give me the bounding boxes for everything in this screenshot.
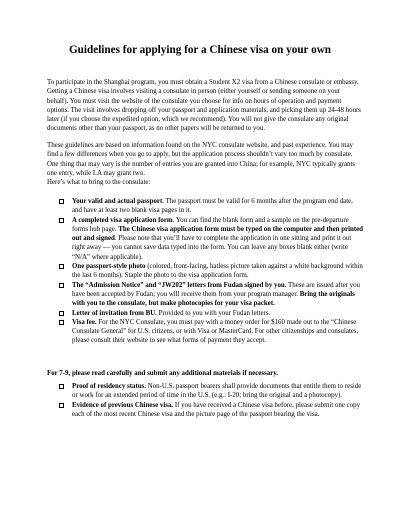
item-lead: Visa fee. — [72, 318, 97, 326]
item-text: For the NYC Consulate, you must pay with a money order for $160 made out to the “Chinese Consulate General” for U.S. citizens, or with Visa or MasterCard. For other citizenships and consulates, please consult their website to see what forms of payment they accept. — [72, 318, 359, 345]
additional-items-list — [59, 382, 364, 419]
bring-list-intro: Here’s what to bring to the consulate: — [47, 179, 151, 187]
checkbox-bullet-icon — [59, 264, 64, 269]
item-lead: Letter of invitation from BU. — [72, 309, 157, 317]
item-text: If you have received a Chinese visa before, please submit one copy each of the most recent Chinese visa and the picture page of the passport bearing the visa. — [72, 401, 361, 418]
item-text-continued: . Please note that you’ll have to complete the application in one sitting and print it out right away — you cannot save data typed into the form. You can leave any boxes blank either (write “N/A” where applicable). — [72, 235, 352, 261]
list-item — [59, 262, 364, 281]
list-item — [59, 382, 364, 401]
item-lead: One passport-style photo — [72, 263, 146, 271]
guidelines-text: These guidelines are based on information found on the NYC consulate website, and past experience. You may find a few differences when you go to apply, but the application process shouldn’t vary too much by consulate. One thing that may vary is the number of entries you are granted into China; for example, NYC typically grants one entry, while LA may grant two. — [47, 142, 356, 177]
additional-materials-heading: For 7-9, please read carefully and submit any additional materials if necessary. — [47, 370, 279, 377]
list-item — [59, 318, 364, 346]
list-item — [59, 401, 364, 420]
checkbox-bullet-icon — [59, 320, 64, 325]
item-text: . You can find the blank form and a sample on the pre-departure forms hub page. — [72, 216, 349, 233]
document-title: Guidelines for applying for a Chinese visa on your own — [68, 44, 332, 56]
checkbox-bullet-icon — [59, 218, 64, 223]
checkbox-bullet-icon — [59, 384, 64, 389]
item-text: Non-U.S. passport bearers shall provide documents that entitle them to reside or work for an extended period of time in the U.S. (e.g.: I-20; bring the original and a photocopy). — [72, 383, 362, 400]
checkbox-bullet-icon — [59, 199, 64, 204]
item-lead: The “Admission Notice” and “JW202” letters from Fudan signed by you — [72, 281, 285, 289]
item-text: . These are issued after you have been accepted by Fudan; you will receive them from your program manager. — [72, 281, 360, 298]
item-lead: Evidence of previous Chinese visa. — [72, 401, 174, 409]
list-item — [59, 216, 364, 262]
list-item — [59, 309, 364, 318]
required-items-list — [59, 197, 364, 346]
item-lead: A completed visa application form — [72, 216, 173, 224]
checkbox-bullet-icon — [59, 403, 64, 408]
item-text: . The passport must be valid for 6 months after the program end date, and have at least two blank visa pages in it. — [72, 198, 353, 215]
item-emphasis: Bring the originals with you to the consulate, but make photocopies for your visa packet. — [72, 290, 355, 308]
list-item — [59, 197, 364, 216]
list-item — [59, 281, 364, 309]
guidelines-paragraph — [47, 141, 361, 187]
item-emphasis: The Chinese visa application form must be typed on the computer and then printed out and signed — [72, 225, 364, 243]
checkbox-bullet-icon — [59, 283, 64, 288]
item-text: (colored, front-facing, hatless picture taken against a white background within the last 6 months). Staple the photo to the visa application form. — [72, 263, 363, 280]
item-lead: Proof of residency status. — [72, 383, 147, 390]
item-text: Provided to you with your Fudan letters. — [156, 309, 271, 317]
intro-paragraph: To participate in the Shanghai program, you must obtain a Student X2 visa from a Chinese consulate or embassy. Getting a Chinese visa involves visiting a consulate in person (either yourself or sending someone on your behalf). You must visit the website of the consulate you choose for info on hours of operation and payment options. The visit involves dropping off your passport and application materials, and picking them up 24-48 hours later (if you choose the expedited option, which we recommend). You will not give the consulate any original documents other than your passport, as no other papers will be returned to you. — [47, 79, 361, 133]
item-lead: Your valid and actual passport — [72, 198, 163, 205]
checkbox-bullet-icon — [59, 311, 64, 316]
